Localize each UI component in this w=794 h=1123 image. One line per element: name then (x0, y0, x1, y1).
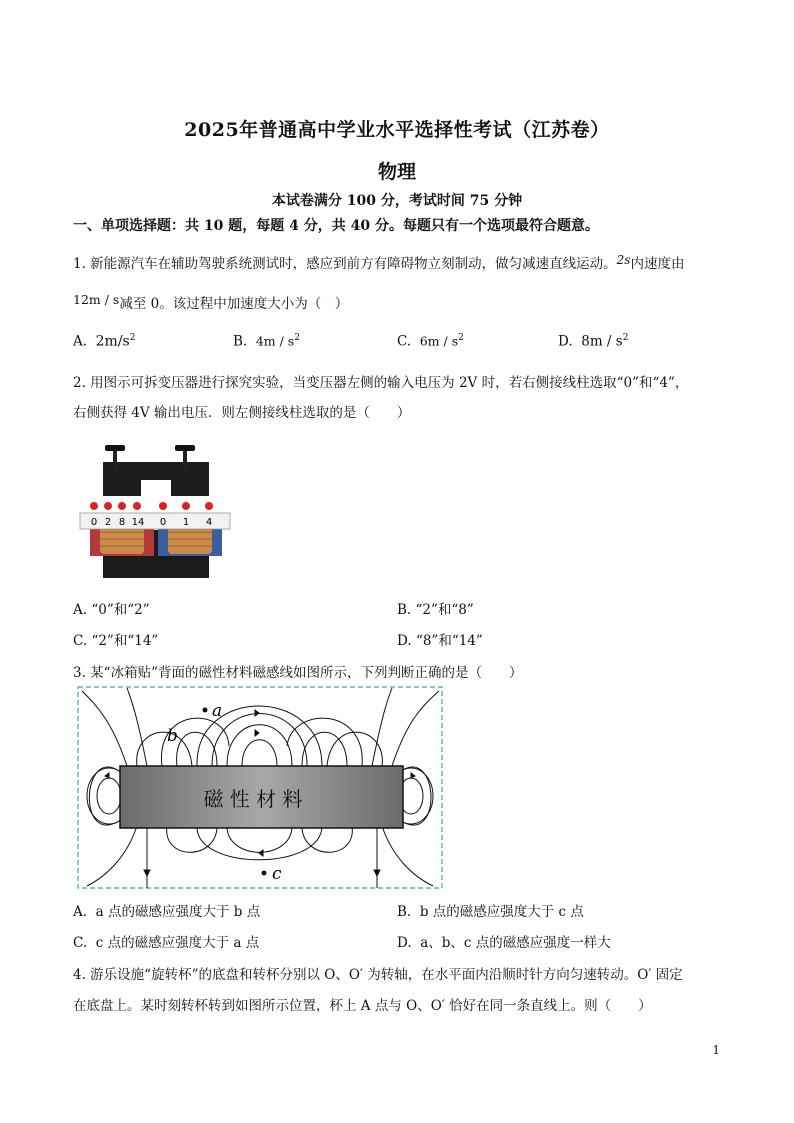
exam-title: 2025年普通高中学业水平选择性考试（江苏卷） (184, 119, 610, 141)
option-label: A. (73, 333, 88, 350)
terminal-label: 2 (104, 517, 112, 528)
q1-line2 (73, 292, 348, 312)
q1-speed: 12m / s (73, 292, 120, 307)
q2-option-a[interactable] (73, 598, 150, 618)
option-sup: 2 (129, 333, 136, 343)
terminal-label: 1 (182, 517, 190, 528)
exam-info: 本试卷满分 100 分，考试时间 75 分钟 (271, 193, 523, 209)
option-value: 8m / s (581, 333, 623, 350)
option-label: A. (73, 904, 88, 920)
option-text: b 点的磁感应强度大于 c 点 (419, 904, 584, 920)
terminal-label: 0 (90, 517, 98, 528)
option-label: B. (397, 602, 412, 618)
terminal-knob (182, 502, 190, 510)
point-c-dot (262, 871, 267, 876)
q2-option-b[interactable] (397, 598, 474, 618)
option-label: B. (233, 333, 248, 350)
q4-line1: 4. 游乐设施“旋转杯”的底盘和转杯分别以 O、O′ 为转轴，在水平面内沿顺时针方向匀速转动。O′ 固定 (73, 967, 683, 983)
q1-option-d[interactable] (558, 333, 628, 350)
q1-option-b[interactable] (233, 333, 300, 350)
option-text: a 点的磁感应强度大于 b 点 (95, 904, 261, 920)
q1-time: 2s (616, 253, 631, 267)
option-label: C. (73, 633, 88, 649)
option-label: C. (397, 333, 412, 350)
q2-line1: 2. 用图示可拆变压器进行探究实验，当变压器左侧的输入电压为 2V 时，若右侧接线柱选取“0”和“4”， (73, 375, 689, 391)
option-text: “2”和“14” (91, 633, 159, 649)
option-value: 6m / s (419, 333, 459, 349)
option-label: A. (73, 602, 88, 618)
terminal-knob (159, 502, 167, 510)
q3-option-d[interactable] (397, 931, 611, 951)
option-sup: 2 (458, 333, 464, 343)
q1-line1 (73, 252, 684, 272)
right-coil (168, 526, 212, 554)
option-value: 2m/s (95, 333, 130, 350)
q2-option-d[interactable] (397, 629, 483, 649)
point-b-label: b (167, 726, 178, 746)
terminal-knob (104, 502, 112, 510)
q4-line2: 在底盘上。某时刻转杯转到如图所示位置，杯上 A 点与 O、O′ 恰好在同一条直线上。则（ ） (73, 998, 652, 1014)
section-heading: 一、单项选择题：共 10 题，每题 4 分，共 40 分。每题只有一个选项最符合题意。 (73, 218, 599, 234)
page-number: 1 (712, 1043, 720, 1057)
option-text: a、b、c 点的磁感应强度一样大 (420, 935, 611, 951)
q1-text-a: 1. 新能源汽车在辅助驾驶系统测试时，感应到前方有障碍物立刻制动，做匀减速直线运动。 (73, 256, 617, 272)
option-label: D. (397, 935, 412, 951)
yoke-gap (141, 480, 171, 498)
terminal-label: 8 (118, 517, 126, 528)
option-sup: 2 (622, 333, 629, 343)
terminal-label: 4 (205, 517, 213, 528)
q2-option-c[interactable] (73, 629, 158, 649)
option-sup: 2 (294, 333, 300, 343)
option-label: D. (397, 633, 412, 649)
transformer-figure (75, 440, 235, 580)
option-text: “0”和“2” (91, 602, 150, 618)
option-text: “2”和“8” (415, 602, 474, 618)
left-coil (100, 526, 144, 554)
magnetic-field-figure (77, 686, 443, 889)
q1-text-b: 内速度由 (630, 256, 685, 272)
terminal-knob (205, 502, 213, 510)
option-label: C. (73, 935, 88, 951)
option-label: D. (558, 333, 573, 350)
terminal-knob (118, 502, 126, 510)
point-c-label: c (272, 864, 282, 884)
terminal-label: 14 (131, 517, 145, 528)
q1-option-c[interactable] (397, 333, 464, 350)
option-text: c 点的磁感应强度大于 a 点 (95, 935, 260, 951)
option-value: 4m / s (255, 333, 295, 349)
q3-option-c[interactable] (73, 931, 259, 951)
q1-option-a[interactable] (73, 333, 135, 350)
q3-option-b[interactable] (397, 900, 584, 920)
point-a-label: a (212, 701, 223, 721)
subject-title: 物理 (377, 161, 416, 183)
magnet-label: 磁 性 材 料 (203, 787, 303, 811)
option-label: B. (397, 904, 412, 920)
terminal-knob (133, 502, 141, 510)
point-a-dot (203, 708, 208, 713)
terminal-knob (90, 502, 98, 510)
option-text: “8”和“14” (415, 633, 483, 649)
q3-line1: 3. 某“冰箱贴”背面的磁性材料磁感线如图所示，下列判断正确的是（ ） (73, 665, 523, 681)
q3-option-a[interactable] (73, 900, 260, 920)
q1-text-c: 减至 0。该过程中加速度大小为（ ） (119, 296, 349, 312)
terminal-label: 0 (159, 517, 167, 528)
q2-line2: 右侧获得 4V 输出电压．则左侧接线柱选取的是（ ） (73, 405, 411, 421)
